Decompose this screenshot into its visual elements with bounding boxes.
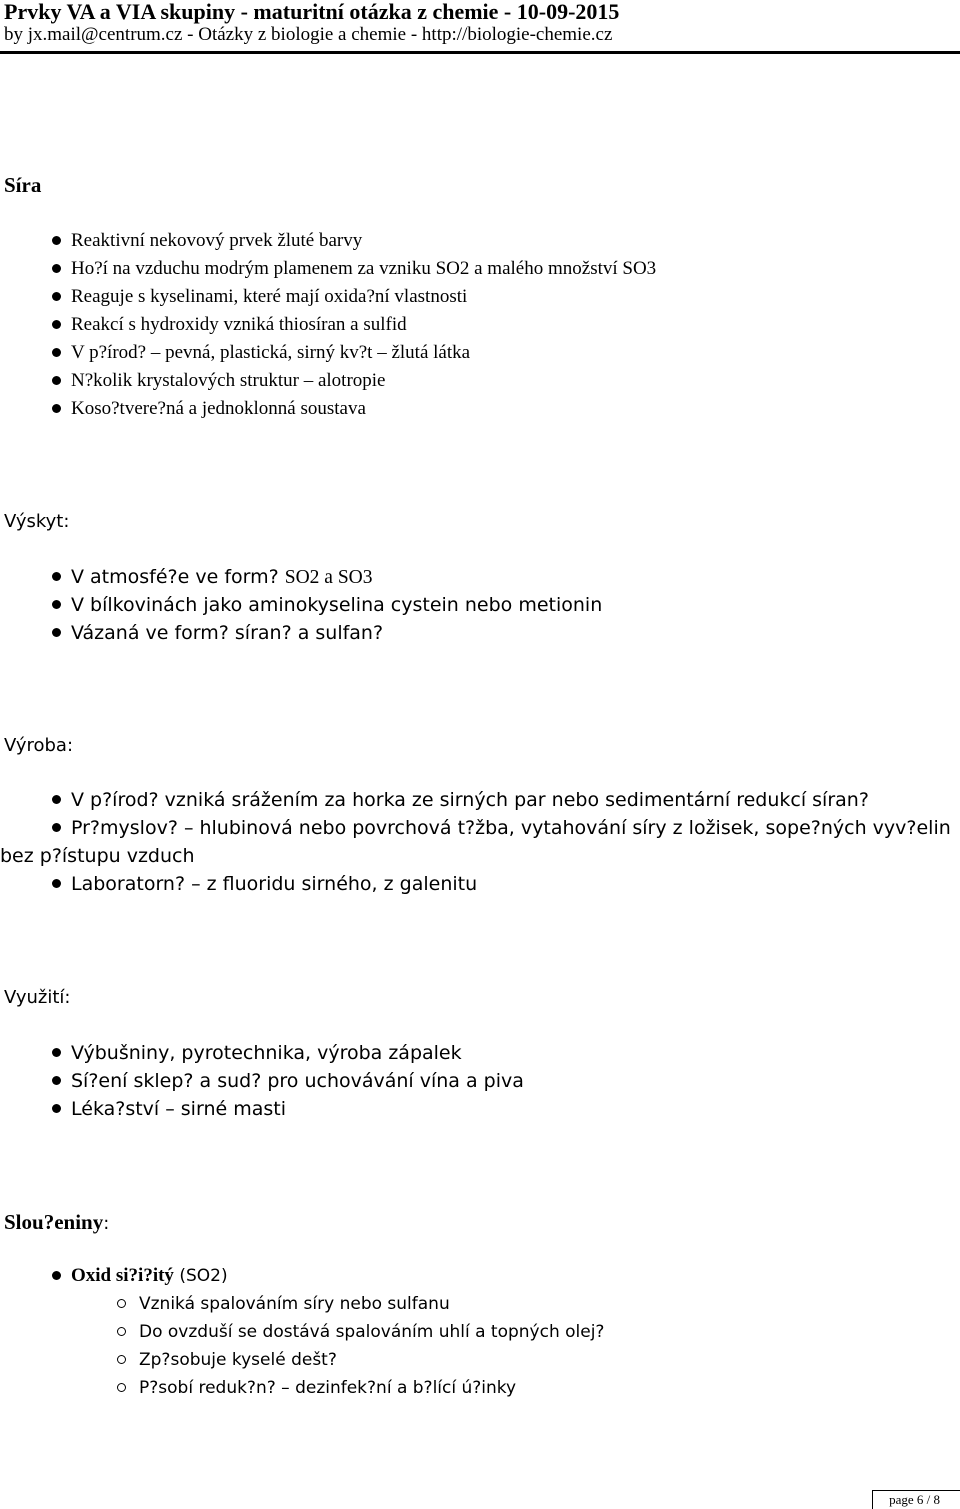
list-vyuziti xyxy=(0,1039,524,1123)
list-vyroba xyxy=(0,786,951,898)
page-header xyxy=(4,0,619,46)
list-sira xyxy=(0,227,656,423)
list-item: V bílkovinách jako aminokyselina cystein nebo metionin xyxy=(0,591,602,619)
list-item-text: Pr?myslov? – hlubinová nebo povrchová t?žba, vytahování síry z ložisek, sope?ných vyv?elin xyxy=(71,817,951,839)
list-item-text: V atmosfé?e ve form? xyxy=(71,566,285,588)
list-item: V p?írod? vzniká srážením za horka ze sirných par nebo sedimentární redukcí síran? xyxy=(0,786,951,814)
list-item: Sí?ení sklep? a sud? pro uchovávání vína a piva xyxy=(0,1067,524,1095)
list-item-text: bez p?ístupu vzduch xyxy=(0,845,195,867)
section-title-text: Slou?eniny xyxy=(4,1210,104,1234)
section-title-sira: Síra xyxy=(4,173,42,197)
sublist-oxid xyxy=(0,1290,604,1402)
list-slouceniny xyxy=(0,1262,228,1290)
list-item xyxy=(0,563,602,591)
list-item: Výbušniny, pyrotechnika, výroba zápalek xyxy=(0,1039,524,1067)
list-item-text: SO2 a SO3 xyxy=(284,567,373,588)
list-item xyxy=(0,814,951,870)
compound-name: Oxid si?i?itý xyxy=(71,1265,174,1286)
section-title-slouceniny xyxy=(4,1210,109,1236)
sublist-item: Vzniká spalováním síry nebo sulfanu xyxy=(0,1290,604,1318)
list-item: V p?írod? – pevná, plastická, sirný kv?t – žlutá látka xyxy=(0,339,656,367)
list-item: Vázaná ve form? síran? a sulfan? xyxy=(0,619,602,647)
list-item: Ho?í na vzduchu modrým plamenem za vzniku SO2 a malého množství SO3 xyxy=(0,255,656,283)
list-item: Léka?ství – sirné masti xyxy=(0,1095,524,1123)
section-title-colon: : xyxy=(103,1213,110,1234)
document-byline: by jx.mail@centrum.cz - Otázky z biologie a chemie - http://biologie-chemie.cz xyxy=(4,24,613,45)
list-item: Reakcí s hydroxidy vzniká thiosíran a sulfid xyxy=(0,311,656,339)
list-item: N?kolik krystalových struktur – alotropie xyxy=(0,367,656,395)
list-item: Reaktivní nekovový prvek žluté barvy xyxy=(0,227,656,255)
section-title-vyroba: Výroba: xyxy=(4,735,74,756)
list-vyskyt xyxy=(0,563,602,647)
list-item: Koso?tvere?ná a jednoklonná soustava xyxy=(0,395,656,423)
list-item: Laboratorn? – z fluoridu sirného, z galenitu xyxy=(0,870,951,898)
section-title-vyskyt: Výskyt: xyxy=(4,511,70,532)
document-title: Prvky VA a VIA skupiny - maturitní otázka z chemie - 10-09-2015 xyxy=(4,0,620,24)
sublist-item: Zp?sobuje kyselé dešt? xyxy=(0,1346,604,1374)
compound-formula: (SO2) xyxy=(173,1266,228,1286)
page-number: page 6 / 8 xyxy=(889,1492,940,1507)
sublist-item: Do ovzduší se dostává spalováním uhlí a topných olej? xyxy=(0,1318,604,1346)
list-item xyxy=(0,1262,228,1290)
list-item: Reaguje s kyselinami, které mají oxida?ní vlastnosti xyxy=(0,283,656,311)
section-title-vyuziti: Využití: xyxy=(4,987,71,1008)
header-rule xyxy=(0,51,960,54)
sublist-item: P?sobí reduk?n? – dezinfek?ní a b?lící ú?inky xyxy=(0,1374,604,1402)
